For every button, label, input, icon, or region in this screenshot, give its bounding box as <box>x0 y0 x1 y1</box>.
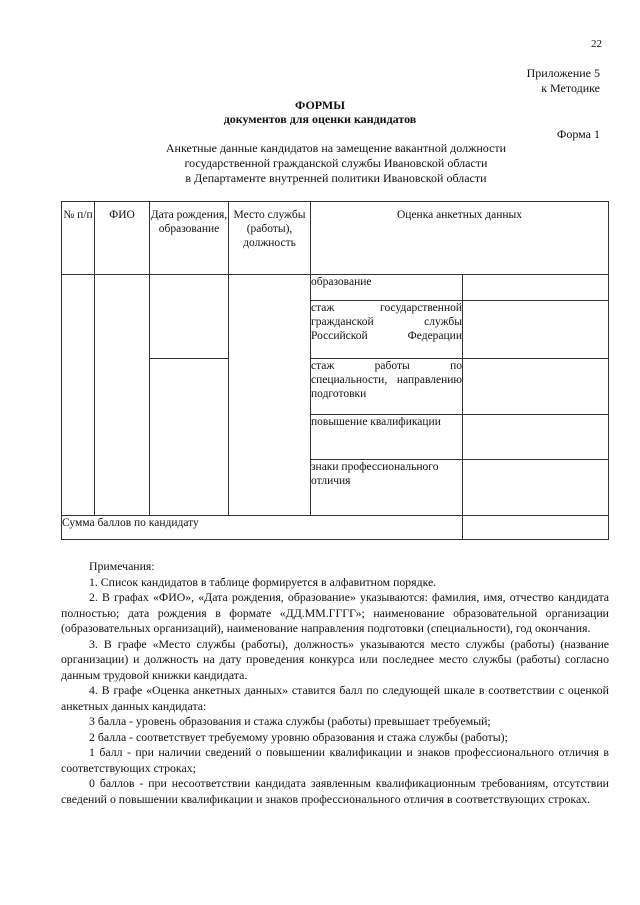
score-cell <box>463 460 609 516</box>
appendix-label <box>527 66 600 96</box>
criterion-qualification: повышение квалификации <box>311 415 463 460</box>
candidates-table <box>61 201 609 540</box>
title-line-1: ФОРМЫ <box>295 98 345 112</box>
cell-fio <box>95 275 150 516</box>
table-header-row <box>62 202 609 275</box>
header-service-position: Место службы (работы), должность <box>229 202 311 275</box>
note-item: 3. В графе «Место службы (работы), должность» указываются место службы (работы) (название организации) и должность на дату проведения конкурса или последнее место службы (работы) согласно данным трудовой книжки кандидата. <box>61 636 609 682</box>
cell-service-position <box>229 275 311 516</box>
score-cell <box>463 275 609 301</box>
appendix-line-1: Приложение 5 <box>526 66 600 80</box>
appendix-line-2: к Методике <box>541 81 600 95</box>
criterion-professional-distinction: знаки профессионального отличия <box>311 460 463 516</box>
page-number: 22 <box>591 38 602 50</box>
header-fio: ФИО <box>95 202 150 275</box>
sum-label: Сумма баллов по кандидату <box>62 516 463 540</box>
title-line-2: документов для оценки кандидатов <box>223 112 417 126</box>
header-num: № п/п <box>62 202 95 275</box>
table-row <box>62 275 609 301</box>
notes-heading: Примечания: <box>89 559 155 573</box>
note-item: 1. Список кандидатов в таблице формируется в алфавитном порядке. <box>89 574 437 589</box>
notes <box>61 559 609 807</box>
cell-num <box>62 275 95 516</box>
note-item: 2. В графах «ФИО», «Дата рождения, образование» указываются: фамилия, имя, отчество кандидата полностью; дата рождения в формате «ДД.ММ.ГГГГ»; наименование образовательной организации (образовательных организаций), наименование направления подготовки (специальности), год окончания. <box>61 590 609 635</box>
score-cell <box>463 301 609 359</box>
note-item: 3 балла - уровень образования и стажа службы (работы) превышает требуемый; <box>89 714 491 728</box>
subtitle-line-3: в Департаменте внутренней политики Ивановской области <box>185 171 487 185</box>
cell-birth-education-2 <box>150 359 229 516</box>
criterion-education: образование <box>311 275 463 301</box>
document-title <box>0 98 640 126</box>
header-birth-education: Дата рождения, образование <box>150 202 229 275</box>
table-sum-row <box>62 516 609 540</box>
criterion-specialty-experience: стаж работы по специальности, направлению подготовки <box>311 359 463 415</box>
note-item: 2 балла - соответствует требуемому уровню образования и стажа службы (работы); <box>89 729 508 744</box>
subtitle-line-1: Анкетные данные кандидатов на замещение вакантной должности <box>165 141 507 155</box>
cell-birth-education-1 <box>150 275 229 359</box>
criterion-civil-service-experience: стаж государственной гражданской службы Российской Федерации <box>311 301 463 359</box>
note-item: 0 баллов - при несоответствии кандидата заявленным квалификационным требованиям, отсутствии сведений о повышении квалификации и знаков профессионального отличия в соответствующих строках. <box>61 776 609 806</box>
note-item: 1 балл - при наличии сведений о повышении квалификации и знаков профессионального отличия в соответствующих строках; <box>61 745 609 775</box>
sum-value-cell <box>463 516 609 540</box>
score-cell <box>463 415 609 460</box>
form-subtitle <box>0 141 640 186</box>
header-assessment: Оценка анкетных данных <box>311 202 609 275</box>
score-cell <box>463 359 609 415</box>
note-item: 4. В графе «Оценка анкетных данных» ставится балл по следующей шкале в соответствии с оценкой анкетных данных кандидата: <box>61 683 609 713</box>
subtitle-line-2: государственной гражданской службы Ивановской области <box>184 156 488 170</box>
form-label: Форма 1 <box>556 127 600 141</box>
